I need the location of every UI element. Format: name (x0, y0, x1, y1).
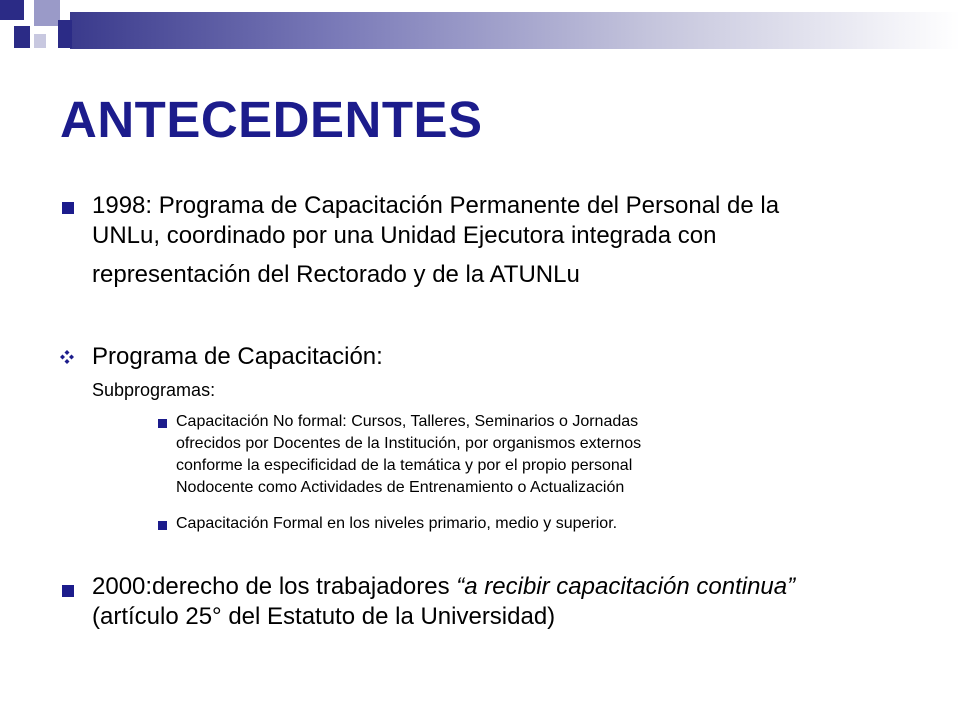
square-bullet-icon (158, 521, 167, 530)
slide-title: ANTECEDENTES (60, 91, 483, 148)
subprogramas-label: Subprogramas: (92, 380, 216, 400)
header-square-1 (0, 0, 24, 20)
square-bullet-icon (62, 202, 74, 214)
four-diamond-bullet-icon (60, 350, 74, 364)
sub1-line2: ofrecidos por Docentes de la Institución, por organismos externos (176, 435, 642, 452)
item-1998-line3: representación del Rectorado y de la ATUNLu (92, 261, 580, 288)
sub1-line1: Capacitación No formal: Cursos, Talleres, Seminarios o Jornadas (176, 413, 639, 430)
header-square-2 (34, 0, 60, 26)
header-square-3 (14, 26, 30, 48)
square-bullet-icon (62, 585, 74, 597)
item-2000-quote: “a recibir capacitación continua” (456, 573, 796, 600)
item-1998-line1: 1998: Programa de Capacitación Permanente del Personal de la (92, 192, 780, 219)
header-square-5 (58, 20, 72, 48)
item-2000-line2: (artículo 25° del Estatuto de la Universidad) (92, 603, 556, 630)
sub1-line4: Nodocente como Actividades de Entrenamiento o Actualización (176, 479, 625, 496)
item-1998-line2: UNLu, coordinado por una Unidad Ejecutora integrada con (92, 222, 717, 249)
square-bullet-icon (158, 419, 167, 428)
header-gradient-bar (70, 12, 960, 49)
programa-label: Programa de Capacitación: (92, 343, 383, 370)
header-square-4 (34, 34, 46, 48)
item-2000-line1 (92, 573, 795, 601)
sub1-line3: conforme la especificidad de la temática y por el propio personal (176, 457, 633, 474)
sub2-text: Capacitación Formal en los niveles primario, medio y superior. (176, 515, 618, 532)
item-2000-prefix: 2000:derecho de los trabajadores (92, 573, 457, 600)
